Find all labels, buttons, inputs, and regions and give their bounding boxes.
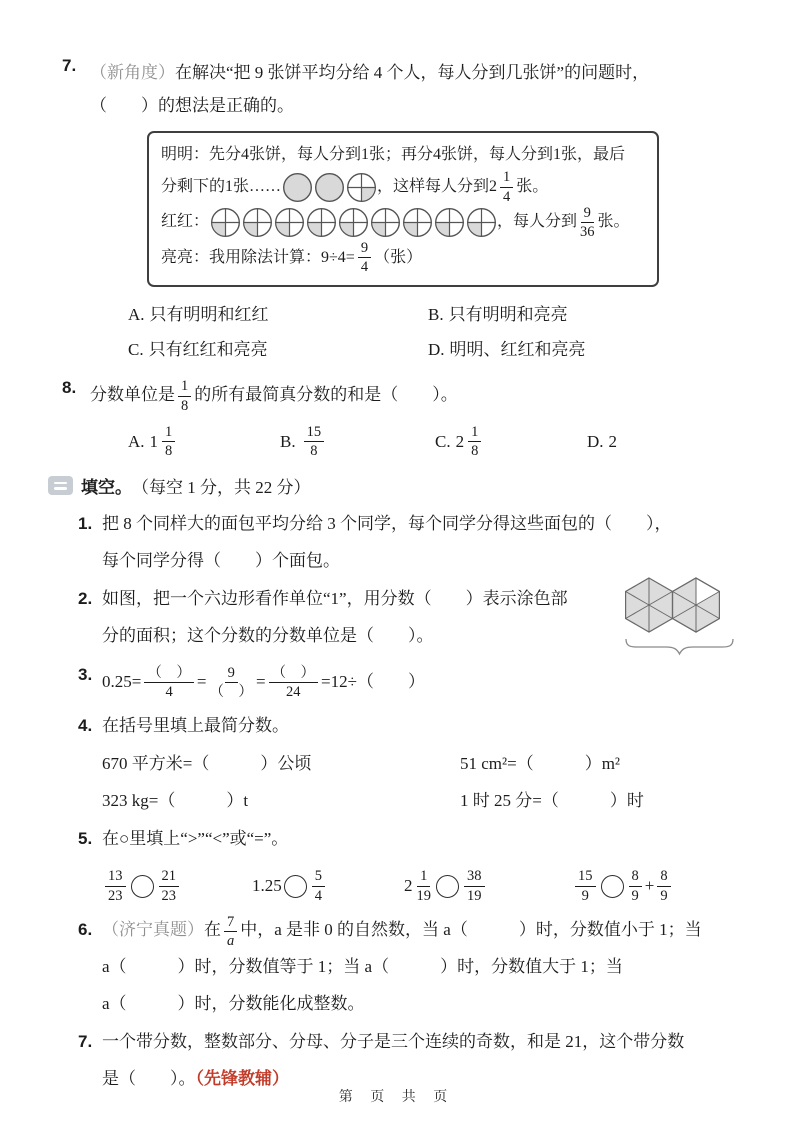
- comparison-circle: [284, 875, 307, 898]
- question-7-stem-line2: （ ）的想法是正确的。: [90, 96, 294, 116]
- quarter-shaded-circle-icon: [274, 207, 305, 238]
- liangliang-text-2: （张）: [374, 248, 423, 266]
- quarter-shaded-circle-icon: [402, 207, 433, 238]
- conversion-grid: [102, 745, 741, 820]
- fill-item-6-line-2: a（ ）时，分数值等于 1；当 a（ ）时，分数值大于 1；当: [102, 957, 623, 977]
- quarter-shaded-circle-icon: [306, 207, 337, 238]
- speaker-honghong: 红红：: [161, 213, 210, 231]
- fill-item-6-tag: （济宁真题）: [102, 920, 204, 940]
- conversion-4: 1 时 25 分=（ ）时: [460, 790, 644, 810]
- comparison-3: 2 $\frac{1}{19}$ $\frac{38}{19}$: [404, 868, 572, 905]
- fill-item-2-text-1: 如图，把一个六边形看作单位“1”，用分数（ ）表示涂色部: [102, 589, 568, 609]
- speaker-liangliang: 亮亮：: [161, 248, 210, 266]
- question-8-stem: 分数单位是 $\frac{1}{8}$ 的所有最简真分数的和是（ ）。: [90, 378, 458, 414]
- comparison-circle: [436, 875, 459, 898]
- fill-item-1-text-1: 把 8 个同样大的面包平均分给 3 个同学，每个同学分得这些面包的（ ），: [102, 514, 672, 534]
- option-d: D. 2: [587, 431, 618, 451]
- comparison-circle: [131, 875, 154, 898]
- section-title: 填空。: [81, 478, 132, 498]
- fill-item-7-text-1: 一个带分数，整数部分、分母、分子是三个连续的奇数，和是 21，这个带分数: [102, 1032, 685, 1052]
- fill-item-4-title: 在括号里填上最简分数。: [102, 716, 289, 736]
- section-two-icon: [48, 476, 73, 495]
- comparison-circle: [601, 875, 624, 898]
- dialog-box: [147, 131, 659, 286]
- fill-item-2-text-2: 分的面积；这个分数的分数单位是（ ）。: [102, 626, 434, 645]
- section-subtitle: （每空 1 分，共 22 分）: [132, 478, 311, 498]
- honghong-text-2: 张。: [597, 213, 630, 231]
- comparison-1: $\frac{13}{23}$ $\frac{21}{23}$: [102, 868, 252, 903]
- fill-item-5: 5. 在○里填上“>”“<”或“=”。 $\frac{13}{23}$ $\frac{21}{23}$ 1.25 $\frac{5}{4}$ 2 $\frac{1}{19}$ $\frac{38}{19}$ $\frac{15}{9}$ $\frac{8}{9}$ + $\frac{8}{9}$: [78, 821, 741, 910]
- option-c: C. 只有红红和亮亮: [128, 340, 268, 360]
- fill-item-6-line-3: a（ ）时，分数能化成整数。: [102, 993, 365, 1013]
- fill-item-3: 3. 0.25= $\frac{( )}{4}$ = $\frac{9}{( )}$ = $\frac{( )}{24}$ =12÷（ ）: [78, 664, 425, 700]
- speaker-mingming: 明明：: [161, 146, 210, 164]
- mingming-text-1: 先分4张饼，每人分到1张；再分4张饼，每人分到1张，最后: [209, 146, 626, 164]
- fill-item-6: 6. （济宁真题）在 $\frac{7}{a}$ 中，a 是非 0 的自然数，当 a（ ）时，分数值小于 1；当 a（ ）时，分数值等于 1；当 a（ ）时，分数值大于 1；当 a（ ）时，分数能化成整数。: [78, 913, 702, 1013]
- conversion-1: 670 平方米=（ ）公顷: [102, 753, 312, 773]
- quarter-shaded-circle-icon: [370, 207, 401, 238]
- question-8: [62, 378, 741, 459]
- honghong-text-1: ，每人分到: [497, 213, 578, 231]
- question-7-options: [128, 297, 741, 368]
- option-b: B. 只有明明和亮亮: [428, 304, 568, 324]
- mingming-text-2: 分剩下的1张……: [161, 178, 282, 196]
- page-footer: 第 页 共 页: [338, 1090, 455, 1105]
- hexagon-figure: [619, 577, 745, 673]
- fill-item-7: 7. 一个带分数，整数部分、分母、分子是三个连续的奇数，和是 21，这个带分数 是（ ）。（先锋教辅）: [78, 1032, 685, 1088]
- publisher-tag: （先锋教辅）: [195, 1068, 289, 1088]
- conversion-3: 323 kg=（ ）t: [102, 790, 249, 810]
- question-7-tag: （新角度）: [90, 63, 175, 82]
- whole-shaded-circle-icon: [282, 172, 313, 203]
- liangliang-fraction: $\frac{9}{4}$: [358, 240, 371, 275]
- question-8-fraction: $\frac{1}{8}$: [178, 378, 191, 413]
- quarter-shaded-circle-icon: [338, 207, 369, 238]
- quarter-shaded-circle-icon: [346, 172, 377, 203]
- whole-shaded-circle-icon: [314, 172, 345, 203]
- question-7-stem: [90, 56, 741, 122]
- quarter-shaded-circle-icon: [210, 207, 241, 238]
- mingming-text-4: 张。: [516, 178, 549, 196]
- mingming-text-3: ，这样每人分到2: [377, 178, 498, 196]
- section-fill-in-header: [48, 473, 741, 498]
- blank-over-24-fraction: $\frac{( )}{24}$: [269, 665, 319, 700]
- honghong-fraction: $\frac{9}{36}$: [580, 204, 595, 240]
- conversion-2: 51 cm²=（ ）m²: [460, 753, 621, 773]
- fill-item-2: 2. 如图，把一个六边形看作单位“1”，用分数（ ）表示涂色部 分的面积；这个分数的分数单位是（ ）。: [78, 581, 741, 654]
- blank-over-4-fraction: $\frac{( )}{4}$: [144, 665, 194, 700]
- question-7: [62, 56, 741, 368]
- fill-item-1-text-2: 每个同学分得（ ）个面包。: [102, 550, 340, 570]
- question-7-number: 7.: [62, 56, 77, 75]
- fill-item-5-title: 在○里填上“>”“<”或“=”。: [102, 829, 289, 849]
- 9-over-blank-fraction: $\frac{9}{( )}$: [209, 664, 253, 700]
- 7-over-a-fraction: $\frac{7}{a}$: [224, 914, 237, 949]
- option-a: A. 1 $\frac{1}{8}$: [128, 424, 280, 459]
- question-8-number: 8.: [62, 378, 77, 398]
- equation-chain: 0.25= $\frac{( )}{4}$ = $\frac{9}{( )}$ = $\frac{( )}{24}$ =12÷（ ）: [102, 664, 425, 700]
- quarter-shaded-circle-icon: [466, 207, 497, 238]
- option-a: A. 只有明明和红红: [128, 304, 269, 324]
- option-b: B. $\frac{15}{8}$: [280, 424, 435, 459]
- fill-item-7-text-2: 是（ ）。: [102, 1068, 196, 1088]
- question-8-options: [128, 424, 741, 459]
- comparison-row: [102, 868, 741, 905]
- mingming-fraction: $\frac{1}{4}$: [500, 169, 513, 204]
- option-c: C. 2 $\frac{1}{8}$: [435, 424, 587, 459]
- comparison-4: $\frac{15}{9}$ $\frac{8}{9}$ + $\frac{8}{9}$: [572, 868, 741, 905]
- quarter-shaded-circle-icon: [242, 207, 273, 238]
- quarter-shaded-circle-icon: [434, 207, 465, 238]
- fill-item-4: 4. 在括号里填上最简分数。 670 平方米=（ ）公顷 51 cm²=（ ）m² 323 kg=（ ）t 1 时 25 分=（ ）时: [78, 708, 741, 819]
- option-d: D. 明明、红红和亮亮: [428, 340, 586, 360]
- fill-item-1: 1. 把 8 个同样大的面包平均分给 3 个同学，每个同学分得这些面包的（ ）， 每个同学分得（ ）个面包。: [78, 514, 672, 570]
- comparison-2: 1.25 $\frac{5}{4}$: [252, 868, 404, 905]
- liangliang-text-1: 我用除法计算：9÷4=: [209, 248, 355, 266]
- question-7-stem-line1: 在解决“把 9 张饼平均分给 4 个人，每人分到几张饼”的问题时，: [175, 63, 650, 82]
